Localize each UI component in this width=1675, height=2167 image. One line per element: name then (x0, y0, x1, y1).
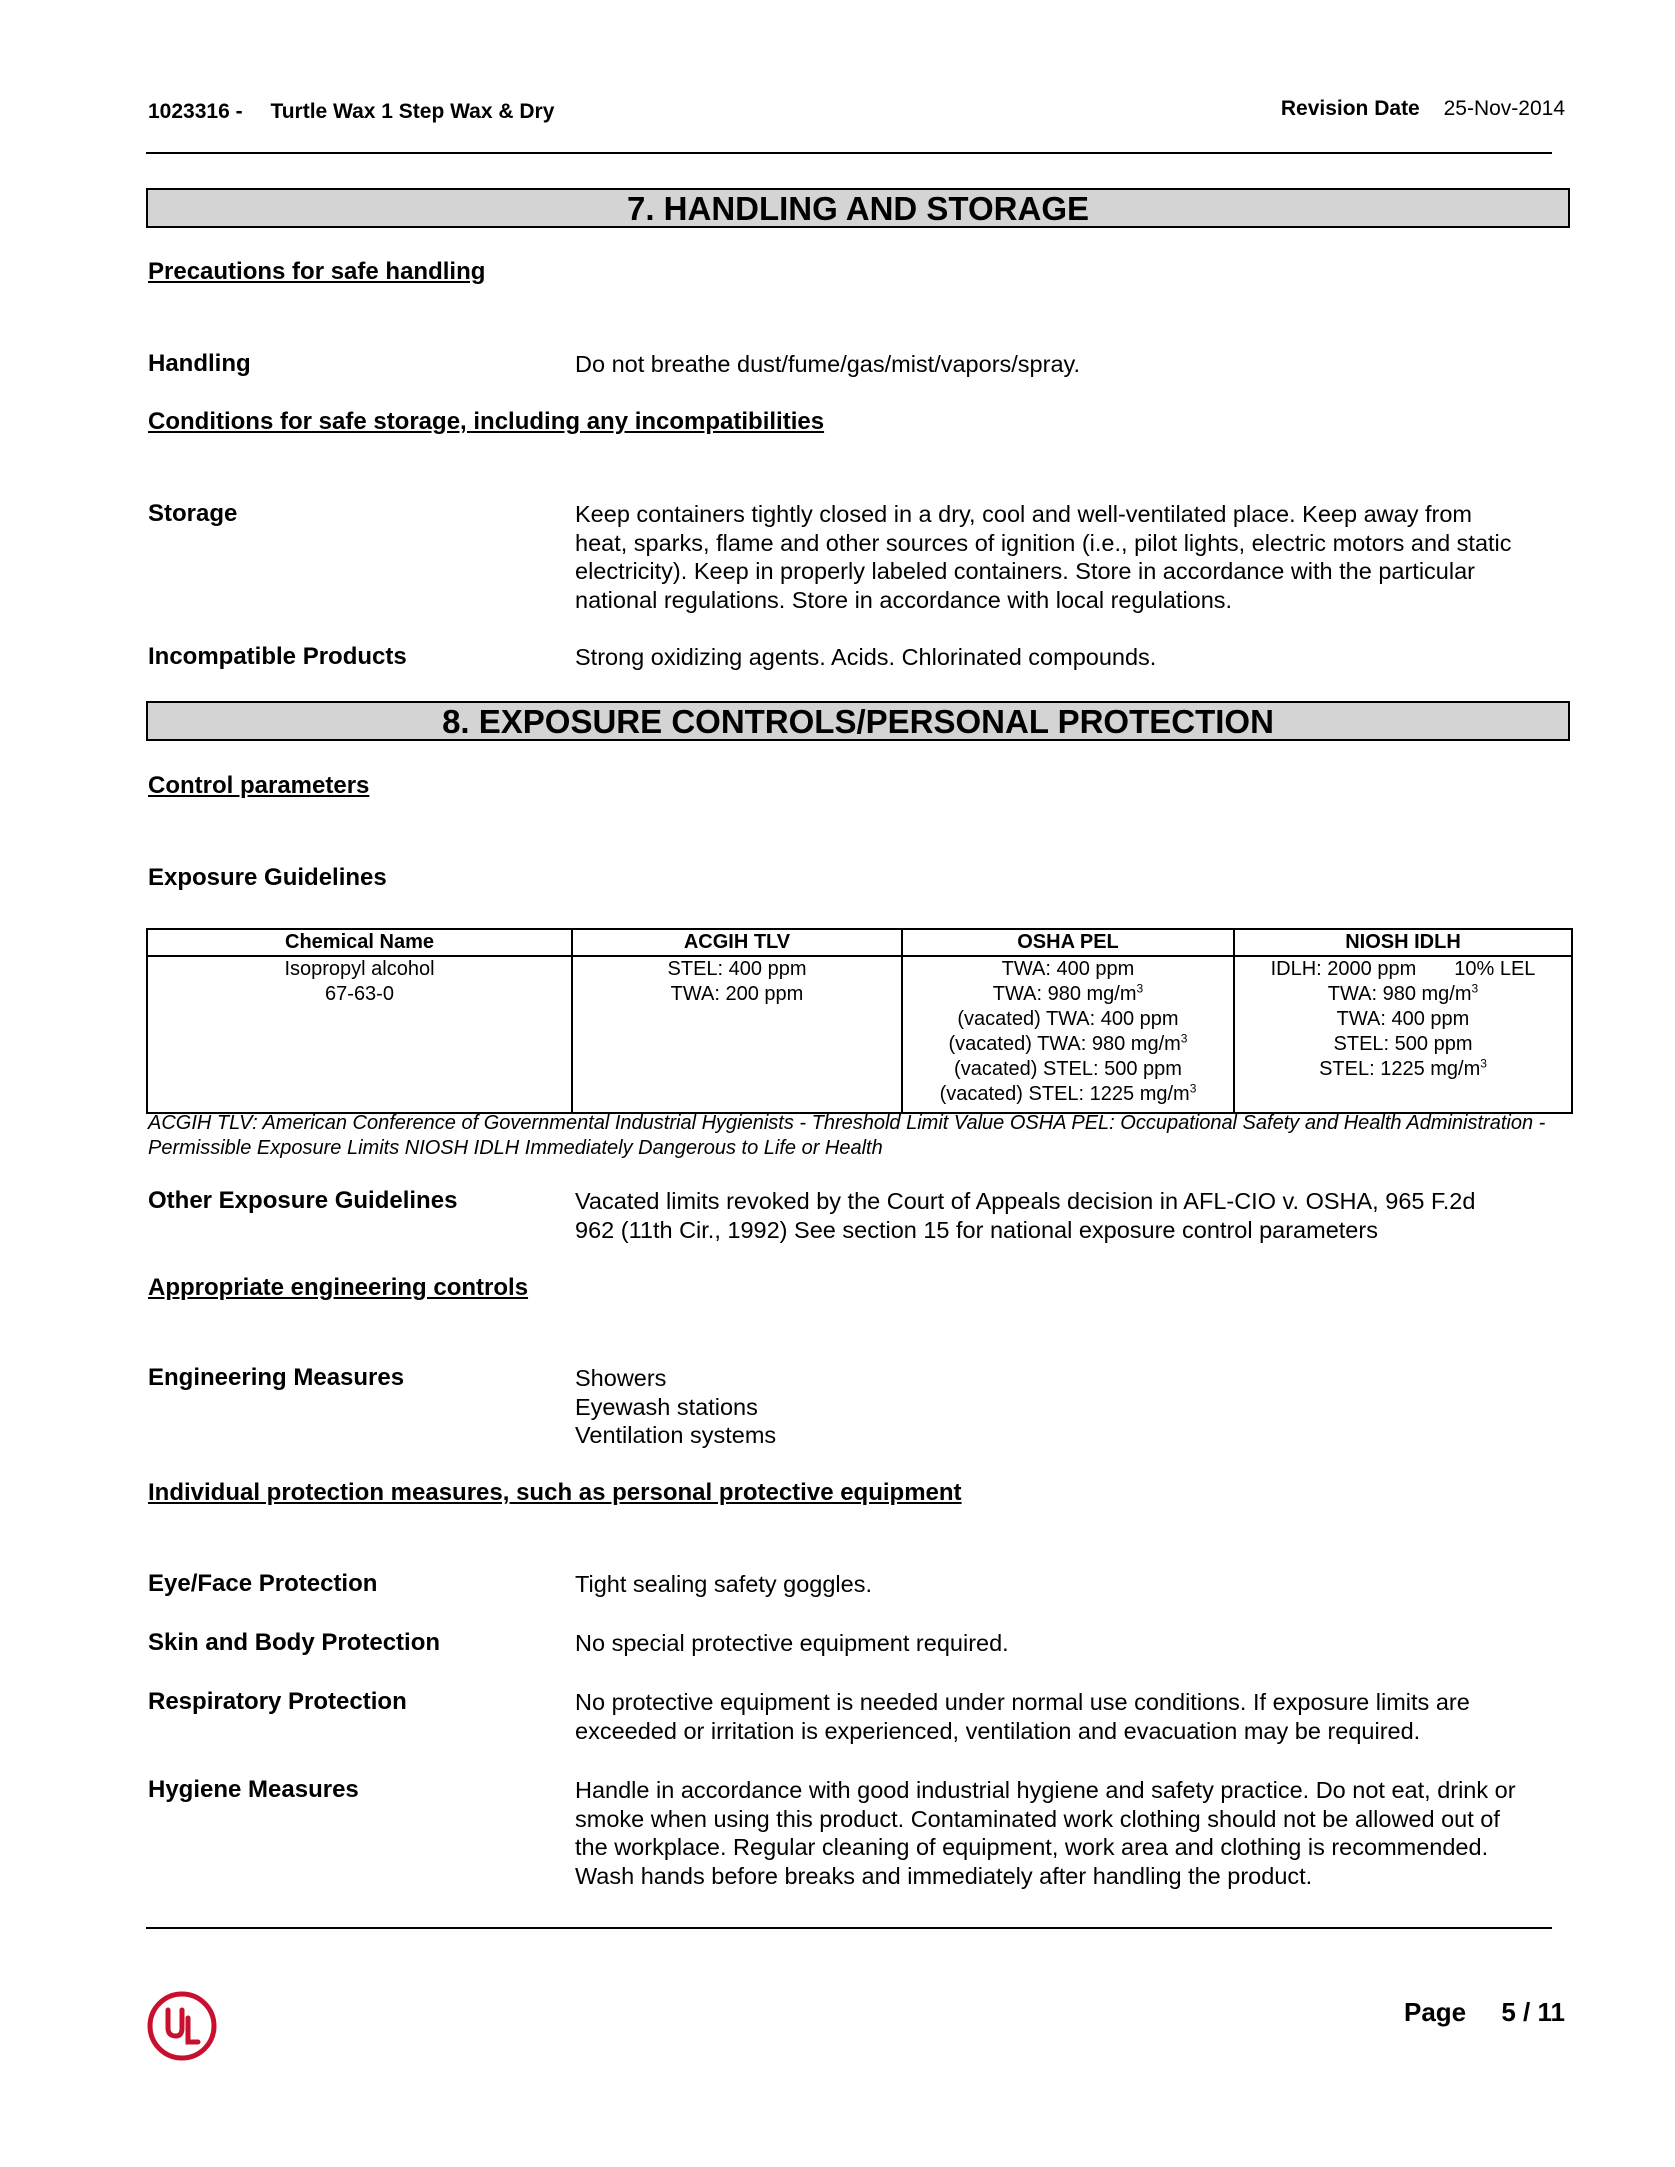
niosh-value: IDLH: 2000 ppm 10% LEL (1270, 958, 1536, 980)
osha-cell (902, 956, 1234, 1113)
eye-face-value: Tight sealing safety goggles. (575, 1571, 872, 1597)
osha-value: TWA: 980 $mg/m^3$ (992, 981, 1144, 1005)
incompatible-label: Incompatible Products (148, 643, 407, 670)
chemical-name-cell (147, 956, 572, 1113)
engineering-measures-value (575, 1364, 1565, 1450)
eye-face-label: Eye/Face Protection (148, 1570, 378, 1597)
page-label: Page (1403, 1997, 1467, 2027)
footer-divider (146, 1927, 1552, 1929)
cas-number: 67-63-0 (325, 983, 394, 1005)
table-row (147, 956, 1572, 1113)
ul-logo-icon (146, 1990, 218, 2062)
respiratory-value (575, 1688, 1565, 1745)
storage-line: Keep containers tightly closed in a dry, cool and well-ventilated place. Keep away from (575, 501, 1472, 527)
niosh-cell (1234, 956, 1572, 1113)
other-exposure-value (575, 1187, 1565, 1244)
storage-line: heat, sparks, flame and other sources of ignition (i.e., pilot lights, electric motors and static (575, 529, 1512, 556)
engineering-item: Showers (575, 1365, 667, 1391)
engineering-controls-heading: Appropriate engineering controls (148, 1274, 529, 1301)
other-exposure-label: Other Exposure Guidelines (148, 1187, 458, 1214)
chemical-name: Isopropyl alcohol (284, 958, 435, 980)
storage-conditions-heading: Conditions for safe storage, including any incompatibilities (148, 408, 825, 435)
header-divider (146, 152, 1552, 154)
column-header: Chemical Name (147, 929, 572, 956)
osha-value: TWA: 400 ppm (1001, 958, 1135, 980)
hygiene-value (575, 1776, 1565, 1890)
engineering-item: Eyewash stations (575, 1393, 758, 1420)
engineering-measures-label: Engineering Measures (148, 1364, 405, 1391)
niosh-value: STEL: 500 ppm (1333, 1033, 1473, 1055)
table-header-row (147, 929, 1572, 956)
niosh-value: STEL: 1225 $mg/m^3$ (1319, 1056, 1487, 1080)
storage-line: electricity). Keep in properly labeled containers. Store in accordance with the particular (575, 558, 1475, 584)
section-7-title: 7. HANDLING AND STORAGE (146, 188, 1570, 228)
precautions-heading: Precautions for safe handling (148, 258, 486, 285)
handling-label: Handling (148, 350, 251, 377)
acgih-cell (572, 956, 902, 1113)
other-exposure-line: 962 (11th Cir., 1992) See section 15 for national exposure control parameters (575, 1216, 1378, 1243)
osha-value: (vacated) STEL: 500 ppm (954, 1058, 1182, 1080)
section-8-title: 8. EXPOSURE CONTROLS/PERSONAL PROTECTION (146, 701, 1570, 741)
ppe-heading: Individual protection measures, such as personal protective equipment (148, 1479, 962, 1506)
skin-body-label: Skin and Body Protection (148, 1629, 441, 1656)
revision-info (1281, 97, 1565, 121)
osha-value: (vacated) STEL: 1225 $mg/m^3$ (939, 1081, 1197, 1105)
niosh-value: TWA: 980 $mg/m^3$ (1327, 981, 1479, 1005)
hygiene-line: Wash hands before breaks and immediately after handling the product. (575, 1862, 1313, 1889)
document-header (148, 100, 554, 124)
respiratory-label: Respiratory Protection (148, 1688, 407, 1715)
acgih-value: STEL: 400 ppm (667, 958, 807, 980)
hygiene-line: smoke when using this product. Contaminated work clothing should not be allowed out of (575, 1805, 1500, 1832)
respiratory-line: No protective equipment is needed under normal use conditions. If exposure limits are (575, 1689, 1470, 1715)
osha-value: (vacated) TWA: 400 ppm (957, 1008, 1179, 1030)
handling-value: Do not breathe dust/fume/gas/mist/vapors/spray. (575, 351, 1081, 377)
hygiene-line: the workplace. Regular cleaning of equipment, work area and clothing is recommended. (575, 1834, 1489, 1860)
exposure-guidelines-label: Exposure Guidelines (148, 864, 387, 891)
abbreviation-note: ACGIH TLV: American Conference of Governmental Industrial Hygienists - Threshold Limit Value OSHA PEL: Occupational Safety and Health Administration - Permissible Exposure Limits NIOSH IDLH Immediately Dangerous to Life or Health (148, 1112, 1546, 1159)
osha-value: (vacated) TWA: 980 $mg/m^3$ (948, 1031, 1188, 1055)
acgih-value: TWA: 200 ppm (670, 983, 804, 1005)
revision-label: Revision Date (1280, 97, 1420, 120)
storage-value (575, 500, 1565, 614)
hygiene-line: Handle in accordance with good industrial hygiene and safety practice. Do not eat, drink or (575, 1777, 1516, 1803)
exposure-guidelines-table (146, 928, 1573, 1114)
storage-line: national regulations. Store in accordance with local regulations. (575, 586, 1233, 613)
respiratory-line: exceeded or irritation is experienced, ventilation and evacuation may be required. (575, 1717, 1421, 1744)
hygiene-label: Hygiene Measures (148, 1776, 359, 1803)
incompatible-value: Strong oxidizing agents. Acids. Chlorinated compounds. (575, 644, 1157, 670)
skin-body-value: No special protective equipment required. (575, 1630, 1009, 1656)
page-indicator (1404, 1997, 1565, 2028)
niosh-value: TWA: 400 ppm (1336, 1008, 1470, 1030)
engineering-item: Ventilation systems (575, 1422, 777, 1448)
control-parameters-heading: Control parameters (148, 772, 370, 799)
revision-date: 25-Nov-2014 (1443, 97, 1565, 120)
page-number: 5 / 11 (1501, 1997, 1565, 2027)
product-title: Turtle Wax 1 Step Wax & Dry (270, 100, 555, 123)
column-header: NIOSH IDLH (1234, 929, 1572, 956)
column-header: ACGIH TLV (572, 929, 902, 956)
doc-number: 1023316 - (148, 100, 243, 123)
column-header: OSHA PEL (902, 929, 1234, 956)
storage-label: Storage (148, 500, 238, 527)
other-exposure-line: Vacated limits revoked by the Court of Appeals decision in AFL-CIO v. OSHA, 965 F.2d (575, 1188, 1476, 1214)
